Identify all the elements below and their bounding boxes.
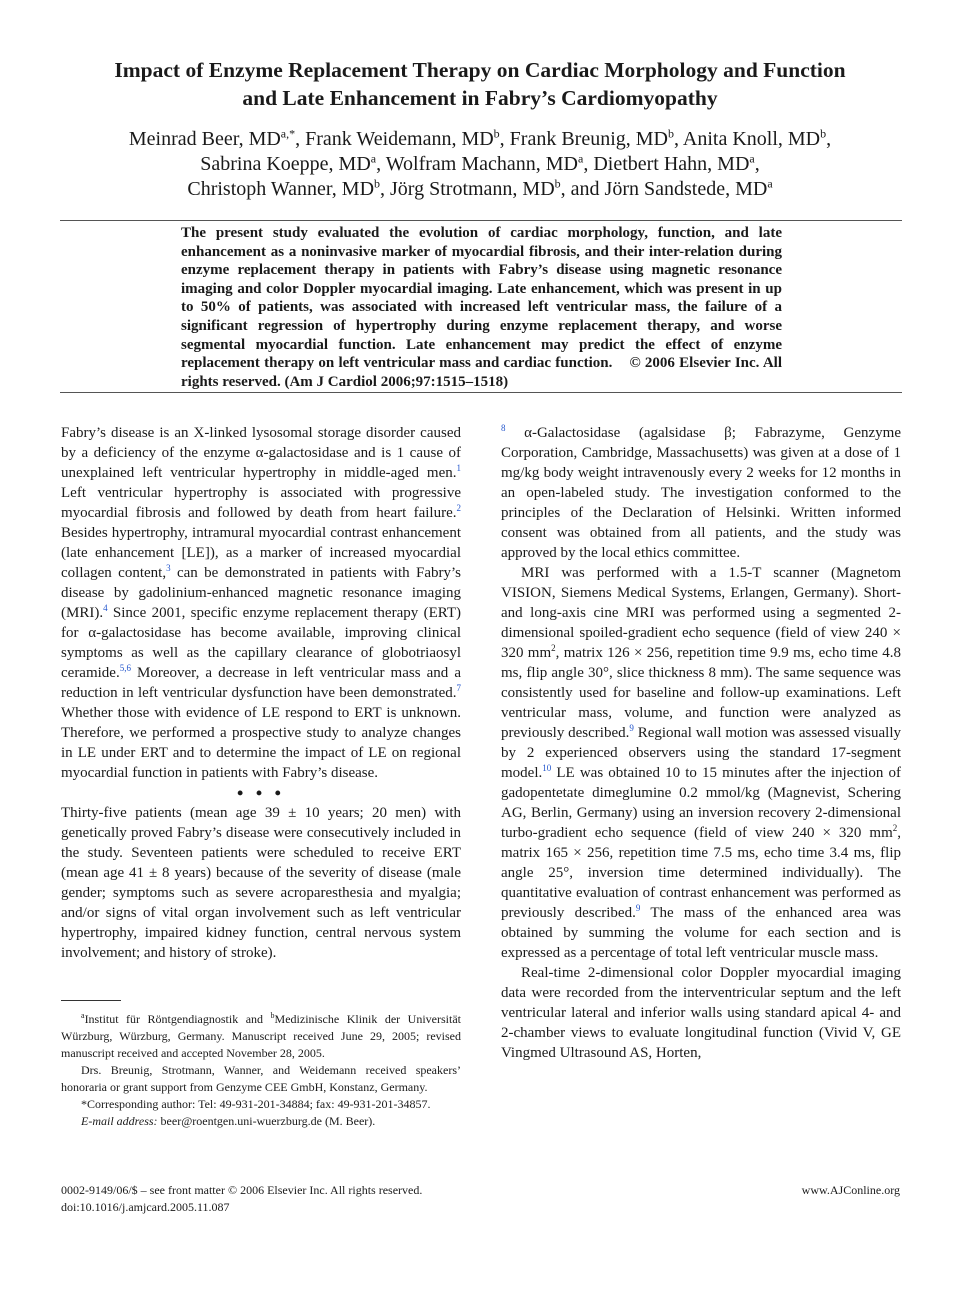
reference-link[interactable]: 5,6	[119, 663, 131, 673]
body-paragraph: Fabry’s disease is an X-linked lysosomal storage disorder caused by a deficiency of the enzyme α-galactosidase and is 1 cause of unexplained left ventricular hypertrophy in middle-aged men.$^1$ Left ventricular hypertrophy is associated with progressive myocardial fibrosis and followed by death from heart failure.$^2$ Besides hypertrophy, intramural myocardial contrast enhancement (late enhancement [LE]), as a marker of increased myocardial collagen content,$^3$ can be demonstrated in patients with Fabry’s disease by gadolinium-enhanced magnetic resonance imaging (MRI).$^4$ Since 2001, specific enzyme replacement therapy (ERT) for α-galactosidase has become available, improving clinical symptoms as well as the capillary clearance of globotriaosyl ceramide.$^{5,6}$ Moreover, a decrease in left ventricular mass and a reduction in left ventricular dysfunction have been demonstrated.$^7$ Whether those with evidence of LE respond to ERT is unknown. Therefore, we performed a prospective study to analyze changes in LE under ERT and to determine the impact of LE on regional myocardial function in patients with Fabry’s disease.	[61, 425, 461, 781]
author: Meinrad Beer, MD	[128, 128, 281, 150]
title-line-2: and Late Enhancement in Fabry’s Cardiomyopathy	[242, 86, 718, 110]
body-paragraph: MRI was performed with a 1.5-T scanner (Magnetom VISION, Siemens Medical Systems, Erlangen, Germany). Short- and long-axis cine MRI was performed using a segmented 2-dimensional spoiled-gradient echo sequence (field of view 240 × 320 $mm^2$, matrix 126 × 256, repetition time 9.9 ms, echo time 4.8 ms, flip angle 30°, slice thickness 8 mm). The same sequence was consistently used for baseline and follow-up examinations. Left ventricular mass, volume, and function were analyzed as previously described.$^9$ Regional wall motion was assessed visually by 2 experienced observers using the standard 17-segment model.$^{10}$ LE was obtained 10 to 15 minutes after the injection of gadopentetate dimeglumine 0.2 mmol/kg (Magnevist, Schering AG, Berlin, Germany) using an inversion recovery 2-dimensional turbo-gradient echo sequence (field of view 240 × 320 $mm^2$, matrix 165 × 256, repetition time 7.5 ms, echo time 3.4 ms, flip angle 25°, inversion time determined individually). The quantitative evaluation of contrast enhancement was performed as previously described.$^9$ The mass of the enhanced area was obtained by summing the volume for each section and is expressed as a percentage of total left ventricular muscle mass.	[501, 565, 901, 961]
footnote-rule	[61, 1000, 121, 1001]
author-affiliation: b	[493, 126, 500, 141]
reference-link[interactable]: 7	[456, 683, 461, 693]
copyright-citation: © 2006 Elsevier Inc. All rights reserved. (Am J Cardiol 2006;97:1515–1518)	[181, 355, 783, 390]
affiliation-note: $^a$Institut für Röntgendiagnostik and $^b$Medizinische Klinik der Universität Würzburg, Würzburg, Germany. Manuscript received June 29, 2005; revised manuscript received and accepted November 28, 2005.	[61, 1011, 461, 1060]
author: Jörn Sandstede, MD	[604, 178, 768, 200]
footnotes	[61, 1011, 461, 1130]
author-affiliation: b	[554, 176, 561, 191]
issn-line: 0002-9149/06/$ – see front matter © 2006 Elsevier Inc. All rights reserved.	[61, 1183, 423, 1197]
abstract-bottom-rule	[60, 392, 902, 393]
author: Dietbert Hahn, MD	[593, 153, 750, 175]
author-affiliation: a	[370, 151, 377, 166]
author: Anita Knoll, MD	[682, 128, 821, 150]
body-paragraph: Real-time 2-dimensional color Doppler myocardial imaging data were recorded from the interventricular septum and the left ventricular lateral and inferior walls using standard apical 4- and 2-chamber views to evaluate longitudinal function (Vivid V, GE Vingmed Ultrasound AS, Horten,	[501, 965, 901, 1061]
footer-left	[61, 1182, 422, 1216]
author-affiliation: a	[749, 151, 755, 166]
section-separator: • • •	[237, 783, 285, 803]
reference-link[interactable]: 2	[456, 503, 461, 513]
author: Jörg Strotmann, MD	[390, 178, 555, 200]
email-link[interactable]: beer@roentgen.uni-wuerzburg.de (M. Beer).	[157, 1114, 376, 1128]
abstract-text: The present study evaluated the evolution of cardiac morphology, function, and late enhancement as a noninvasive marker of myocardial fibrosis, and their inter-relation during enzyme replacement therapy in patients with Fabry’s disease using magnetic resonance imaging and color Doppler myocardial imaging. Late enhancement, which was present in up to 50% of patients, was associated with increased left ventricular mass, the failure of a significant regression of hypertrophy during enzyme replacement therapy, and worse segmental myocardial function. Late enhancement may predict the effect of enzyme replacement therapy on left ventricular mass and cardiac function.	[181, 225, 782, 372]
doi-line[interactable]: doi:10.1016/j.amjcard.2005.11.087	[61, 1200, 230, 1214]
author-affiliation: a	[767, 176, 773, 191]
author: Christoph Wanner, MD	[187, 178, 375, 200]
author: Frank Weidemann, MD	[305, 128, 494, 150]
reference-link[interactable]: 8	[501, 423, 506, 433]
author-affiliation: b	[820, 126, 827, 141]
abstract	[181, 224, 782, 391]
author-affiliation: a	[578, 151, 584, 166]
body-paragraph: Thirty-five patients (mean age 39 ± 10 years; 20 men) with genetically proved Fabry’s disease were consecutively included in the study. Seventeen patients were scheduled to receive ERT (mean age 41 ± 8 years) because of the severity of disease (male gender; symptoms such as severe acroparesthesia and myalgia; and/or signs of vital organ involvement such as left ventricular hypertrophy, impaired kidney function, central nervous system involvement; and history of stroke).	[61, 805, 461, 961]
article-title	[40, 56, 920, 112]
email-note: E-mail address: beer@roentgen.uni-wuerzburg.de (M. Beer).	[81, 1114, 376, 1128]
right-column-content	[501, 423, 901, 1063]
left-column	[61, 423, 461, 963]
corresponding-note: *Corresponding author: Tel: 49-931-201-34884; fax: 49-931-201-34857.	[81, 1097, 431, 1111]
abstract-top-rule	[60, 220, 902, 221]
author-affiliation: b	[374, 176, 381, 191]
journal-website[interactable]: www.AJConline.org	[801, 1183, 900, 1197]
reference-link[interactable]: 9	[629, 723, 634, 733]
title-line-1: Impact of Enzyme Replacement Therapy on Cardiac Morphology and Function	[114, 58, 846, 82]
reference-link[interactable]: 1	[456, 463, 461, 473]
author-affiliation: a,*	[280, 126, 296, 141]
author-list: Meinrad Beer, $MD^{a,*}$, Frank Weidemann, $MD^b$, Frank Breunig, $MD^b$, Anita Knoll, $MD^b$, Sabrina Koeppe, $MD^a$, Wolfram Machann, $MD^a$, Dietbert Hahn, $MD^a$, Christoph Wanner, $MD^b$, Jörg Strotmann, $MD^b$, and Jörn Sandstede, $MD^a$	[128, 126, 832, 200]
author: Wolfram Machann, MD	[385, 153, 578, 175]
disclosure-note: Drs. Breunig, Strotmann, Wanner, and Weidemann received speakers’ honoraria or grant support from Genzyme CEE GmbH, Konstanz, Germany.	[61, 1063, 461, 1094]
body-paragraph-continued: $^8$ α-Galactosidase (agalsidase β; Fabrazyme, Genzyme Corporation, Cambridge, Massachusetts) was given at a dose of 1 mg/kg body weight intravenously every 2 weeks for 12 months in an open-labeled study. The investigation conformed to the principles of the Declaration of Helsinki. Written informed consent was obtained from all patients, and the study was approved by the local ethics committee.	[501, 423, 901, 561]
reference-link[interactable]: 9	[635, 903, 641, 913]
reference-link[interactable]: 4	[103, 603, 108, 613]
reference-link[interactable]: 3	[166, 563, 171, 573]
reference-link[interactable]: 10	[542, 763, 552, 773]
author-affiliation: b	[668, 126, 674, 141]
author: Frank Breunig, MD	[509, 128, 668, 150]
author: Sabrina Koeppe, MD	[200, 153, 371, 175]
